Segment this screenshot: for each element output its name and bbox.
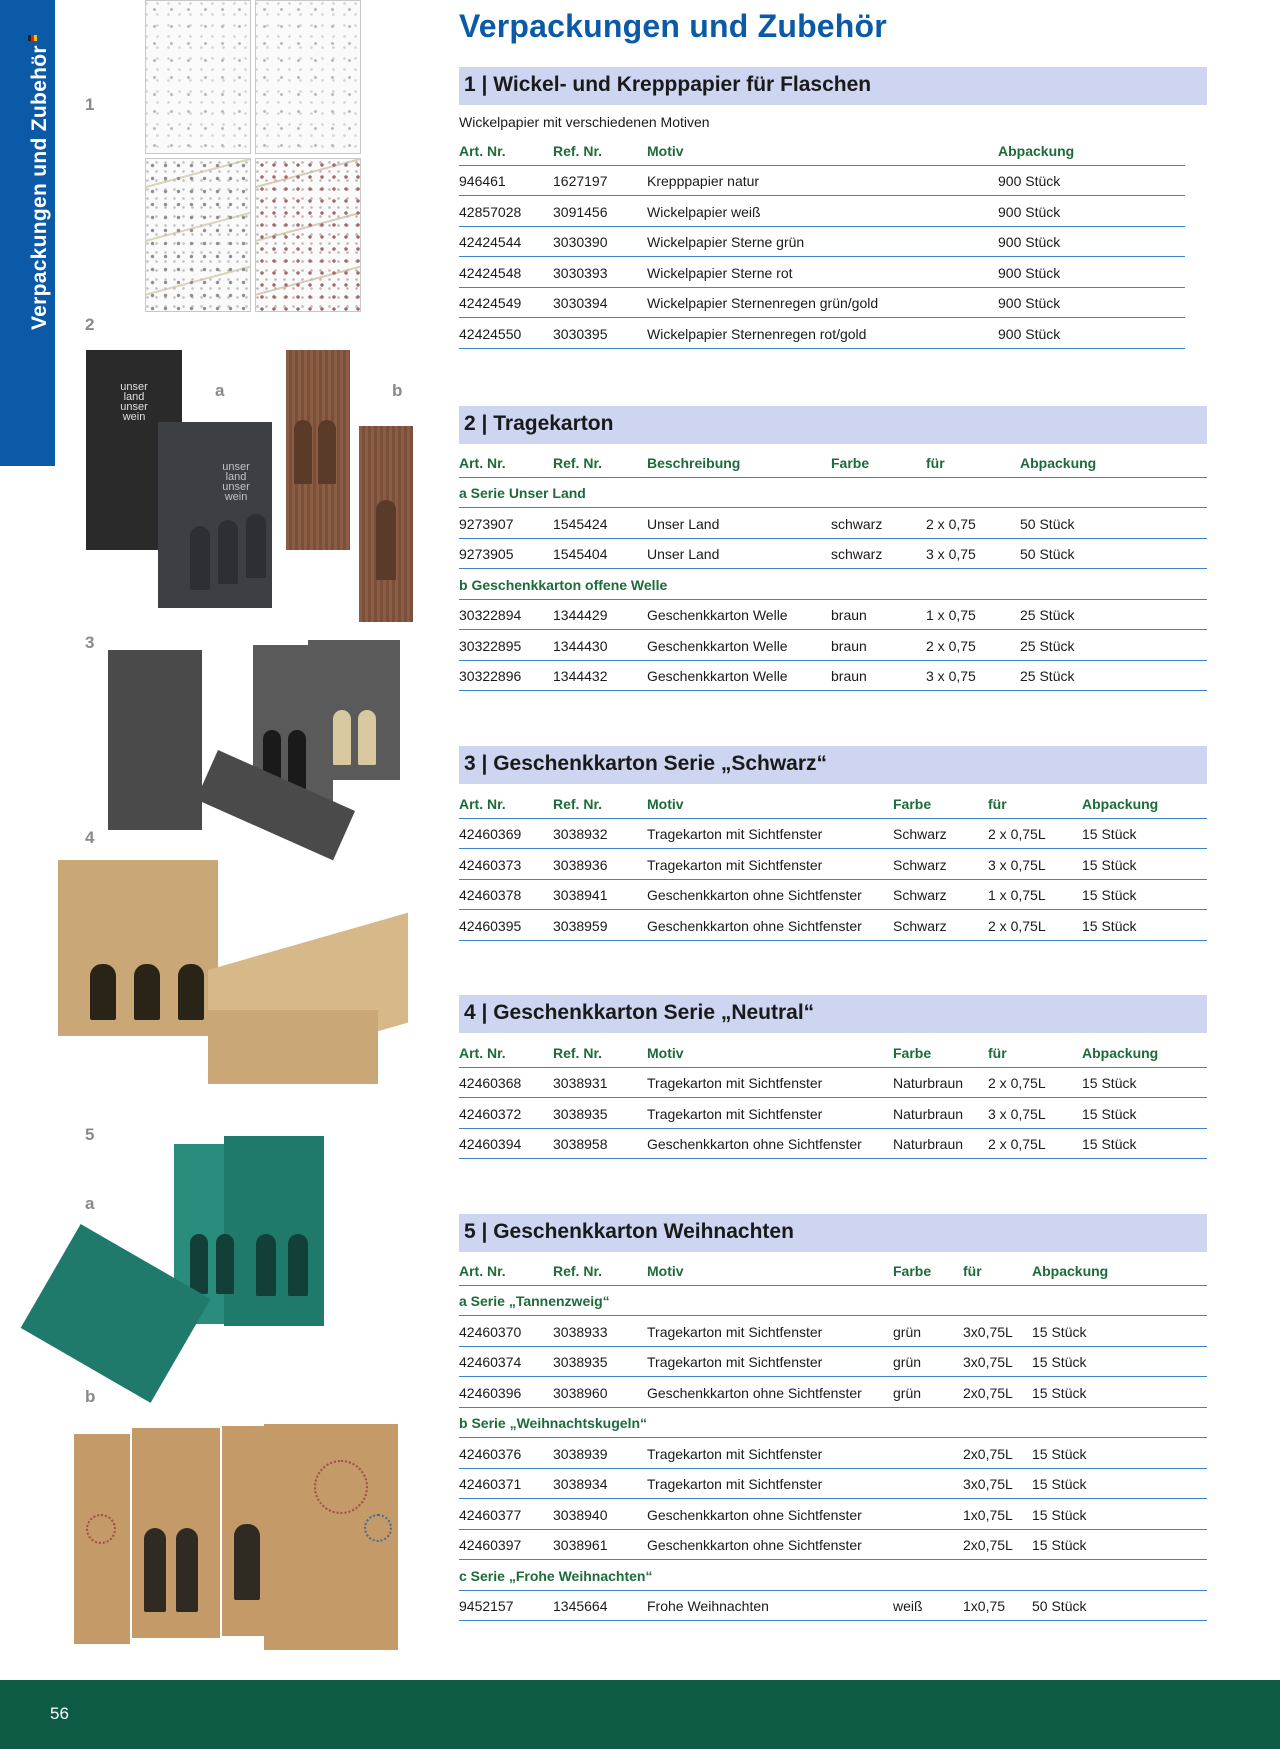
section-1-header <box>459 67 1207 105</box>
table-row: 9273907 1545424 Unser Land schwarz 2 x 0,75 50 Stück <box>459 509 1207 539</box>
table-row: 30322896 1344432 Geschenkkarton Welle braun 3 x 0,75 25 Stück <box>459 661 1207 691</box>
section-3-header <box>459 746 1207 784</box>
table-row: 42460373 3038936 Tragekarton mit Sichtfenster Schwarz 3 x 0,75L 15 Stück <box>459 850 1207 880</box>
side-tab-label-wrap <box>28 35 52 330</box>
image-neutral-boxes <box>58 860 423 1122</box>
box-grey-large <box>108 650 202 830</box>
table-row: 42460394 3038958 Geschenkkarton ohne Sichtfenster Naturbraun 2 x 0,75L 15 Stück <box>459 1129 1207 1159</box>
box-print-front: unser land unser wein <box>222 461 250 503</box>
figure-label-5a: a <box>85 1194 95 1213</box>
section-5-title: 5 | Geschenkkarton Weihnachten <box>464 1220 794 1243</box>
table-group-b: b Geschenkkarton offene Welle <box>459 570 1207 600</box>
table-row: 42460374 3038935 Tragekarton mit Sichtfenster grün 3x0,75L 15 Stück <box>459 1347 1207 1377</box>
table-row: 42460378 3038941 Geschenkkarton ohne Sichtfenster Schwarz 1 x 0,75L 15 Stück <box>459 880 1207 910</box>
section-4-header <box>459 995 1207 1033</box>
figure-label-2a: a <box>215 381 225 400</box>
image-weihnachtskugeln-boxes <box>74 1424 398 1650</box>
table-row: 42460377 3038940 Geschenkkarton ohne Sichtfenster 1x0,75L 15 Stück <box>459 1500 1207 1530</box>
table-header: Art. Nr. Ref. Nr. Motiv Farbe für Abpackung <box>459 1256 1207 1286</box>
table-row: 42460369 3038932 Tragekarton mit Sichtfenster Schwarz 2 x 0,75L 15 Stück <box>459 819 1207 849</box>
figure-number-5: 5 <box>85 1125 95 1144</box>
side-tab-label: Verpackungen und Zubehör <box>28 45 51 330</box>
page-number: 56 <box>50 1704 69 1723</box>
table-row: 42460372 3038935 Tragekarton mit Sichtfenster Naturbraun 3 x 0,75L 15 Stück <box>459 1099 1207 1129</box>
table-group-b: b Serie „Weihnachtskugeln“ <box>459 1408 1207 1438</box>
table-row: 9452157 1345664 Frohe Weihnachten weiß 1x0,75 50 Stück <box>459 1591 1207 1621</box>
image-welle-boxes <box>286 350 416 622</box>
image-unser-land-boxes <box>86 350 272 612</box>
paper-image-white <box>145 0 251 154</box>
table-row: 946461 1627197 Krepppapier natur 900 Stück <box>459 166 1185 196</box>
image-schwarz-boxes <box>108 640 408 858</box>
box-print-back: unser land unser wein <box>120 381 148 423</box>
table-row: 42424550 3030395 Wickelpapier Sternenregen rot/gold 900 Stück <box>459 319 1185 349</box>
table-row: 42424544 3030390 Wickelpapier Sterne grün 900 Stück <box>459 227 1185 257</box>
table-row: 42460395 3038959 Geschenkkarton ohne Sichtfenster Schwarz 2 x 0,75L 15 Stück <box>459 911 1207 941</box>
table-row: 42460370 3038933 Tragekarton mit Sichtfenster grün 3x0,75L 15 Stück <box>459 1317 1207 1347</box>
section-2-title: 2 | Tragekarton <box>464 412 614 435</box>
table-header: Art. Nr. Ref. Nr. Motiv Farbe für Abpackung <box>459 1038 1207 1068</box>
table-header: Art. Nr. Ref. Nr. Motiv Abpackung <box>459 136 1185 166</box>
box-kraft-bottom <box>208 1010 378 1084</box>
paper-image-starrain-green <box>145 158 251 312</box>
section-1-title: 1 | Wickel- und Krepppapier für Flaschen <box>464 73 872 96</box>
table-header: Art. Nr. Ref. Nr. Motiv Farbe für Abpackung <box>459 789 1207 819</box>
table-row: 42460368 3038931 Tragekarton mit Sichtfenster Naturbraun 2 x 0,75L 15 Stück <box>459 1068 1207 1098</box>
footer-bar <box>0 1680 1280 1749</box>
paper-image-starrain-red <box>255 158 361 312</box>
table-row: 42424548 3030393 Wickelpapier Sterne rot 900 Stück <box>459 258 1185 288</box>
section-5-header <box>459 1214 1207 1252</box>
table-row: 30322895 1344430 Geschenkkarton Welle braun 2 x 0,75 25 Stück <box>459 631 1207 661</box>
table-header: Art. Nr. Ref. Nr. Beschreibung Farbe für Abpackung <box>459 448 1207 478</box>
figure-number-1: 1 <box>85 95 95 114</box>
section-4-title: 4 | Geschenkkarton Serie „Neutral“ <box>464 1001 815 1024</box>
table-group-a: a Serie „Tannenzweig“ <box>459 1286 1207 1316</box>
side-tab <box>0 0 55 466</box>
section-1-subtitle: Wickelpapier mit verschiedenen Motiven <box>459 114 710 130</box>
figure-label-2b: b <box>392 381 403 400</box>
table-row: 42460376 3038939 Tragekarton mit Sichtfenster 2x0,75L 15 Stück <box>459 1439 1207 1469</box>
flag-icon <box>28 35 37 41</box>
figure-number-2: 2 <box>85 315 95 334</box>
table-row: 9273905 1545404 Unser Land schwarz 3 x 0,75 50 Stück <box>459 539 1207 569</box>
table-row: 42460371 3038934 Tragekarton mit Sichtfenster 3x0,75L 15 Stück <box>459 1469 1207 1499</box>
section-3-title: 3 | Geschenkkarton Serie „Schwarz“ <box>464 752 828 775</box>
table-row: 42424549 3030394 Wickelpapier Sternenregen grün/gold 900 Stück <box>459 288 1185 318</box>
figure-number-3: 3 <box>85 633 95 652</box>
paper-image-stars <box>255 0 361 154</box>
table-row: 30322894 1344429 Geschenkkarton Welle braun 1 x 0,75 25 Stück <box>459 600 1207 630</box>
section-2-header <box>459 406 1207 444</box>
box-green-right <box>224 1136 324 1326</box>
table-group-c: c Serie „Frohe Weihnachten“ <box>459 1561 1207 1591</box>
box-grey-window-2 <box>308 640 400 780</box>
table-row: 42460397 3038961 Geschenkkarton ohne Sichtfenster 2x0,75L 15 Stück <box>459 1530 1207 1560</box>
page-title: Verpackungen und Zubehör <box>459 8 887 44</box>
table-row: 42857028 3091456 Wickelpapier weiß 900 Stück <box>459 197 1185 227</box>
figure-number-4: 4 <box>85 828 95 847</box>
table-group-a: a Serie Unser Land <box>459 478 1207 508</box>
table-row: 42460396 3038960 Geschenkkarton ohne Sichtfenster grün 2x0,75L 15 Stück <box>459 1378 1207 1408</box>
figure-label-5b: b <box>85 1387 96 1406</box>
image-tannenzweig-boxes <box>78 1134 338 1406</box>
